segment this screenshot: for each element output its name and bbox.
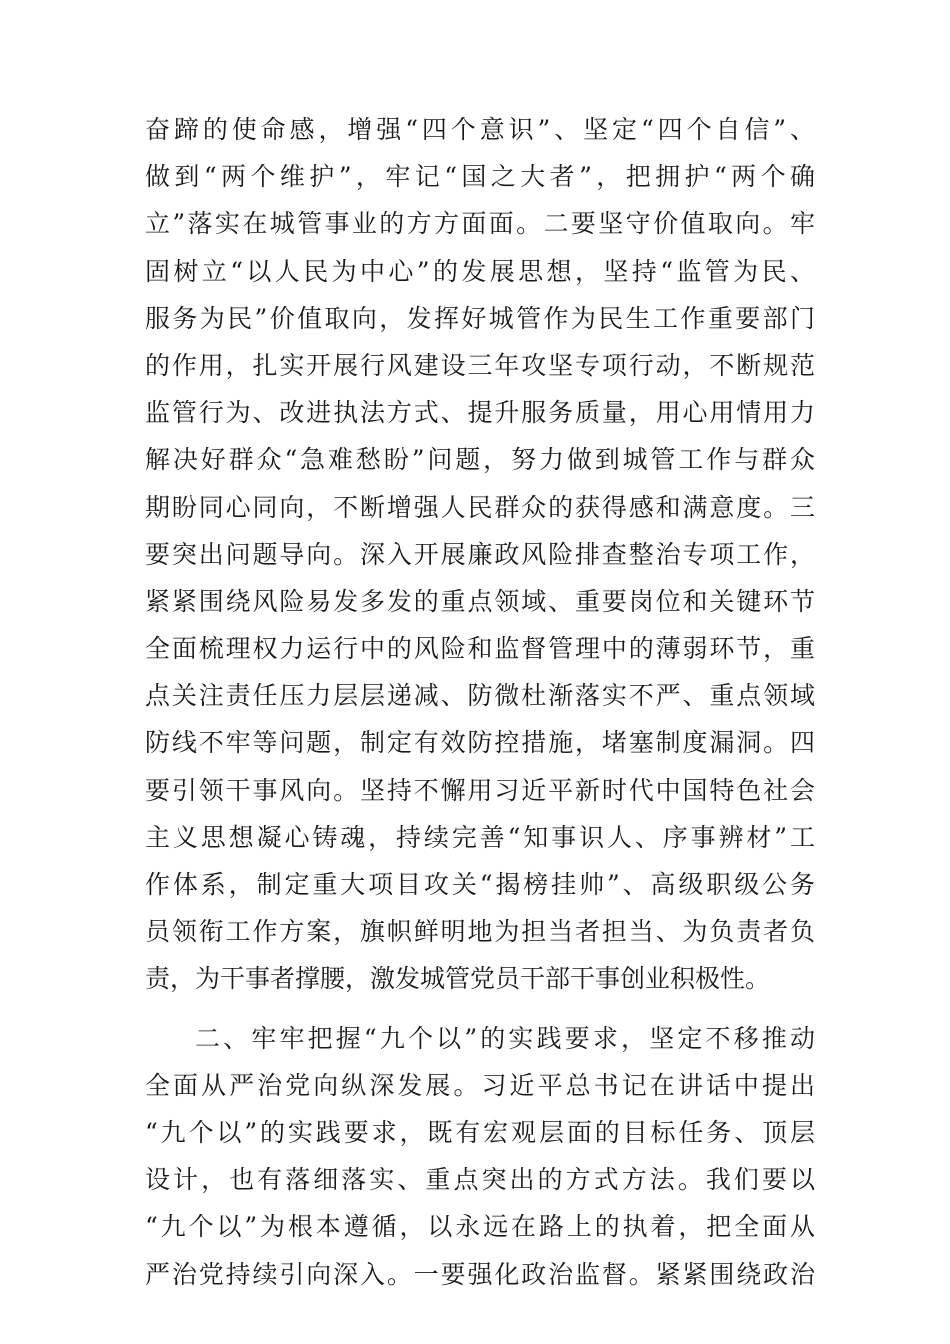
- text-line: 服务为民”价值取向，发挥好城管作为民生工作重要部门: [145, 303, 815, 333]
- text-line: 监管行为、改进执法方式、提升服务质量，用心用情用力: [145, 398, 815, 428]
- text-line: 严治党持续引向深入。一要强化政治监督。紧紧围绕政治: [145, 1259, 815, 1289]
- text-line: 固树立“以人民为中心”的发展思想，坚持“监管为民、: [145, 256, 815, 286]
- text-line: 奋蹄的使命感，增强“四个意识”、坚定“四个自信”、: [145, 115, 815, 144]
- text-line: 立”落实在城管事业的方方面面。二要坚守价值取向。牢: [145, 209, 815, 239]
- text-line: 做到“两个维护”，牢记“国之大者”，把拥护“两个确: [145, 162, 815, 192]
- text-line: 设计，也有落细落实、重点突出的方式方法。我们要以: [145, 1165, 815, 1195]
- text-line: “九个以”为根本遵循，以永远在路上的执着，把全面从: [145, 1212, 815, 1242]
- text-line: 点关注责任压力层层递减、防微杜渐落实不严、重点领域: [145, 681, 815, 711]
- text-line: 全面梳理权力运行中的风险和监督管理中的薄弱环节，重: [145, 634, 815, 664]
- paragraph-1: [145, 106, 815, 1003]
- text-line: 期盼同心同向，不断增强人民群众的获得感和满意度。三: [145, 492, 815, 522]
- text-line: “九个以”的实践要求，既有宏观层面的目标任务、顶层: [145, 1117, 815, 1147]
- paragraph-2: [145, 1015, 815, 1298]
- text-line: 主义思想凝心铸魂，持续完善“知事识人、序事辨材”工: [145, 822, 815, 852]
- text-line: 紧紧围绕风险易发多发的重点领域、重要岗位和关键环节: [145, 586, 815, 616]
- text-line: 作体系，制定重大项目攻关“揭榜挂帅”、高级职级公务: [145, 870, 815, 899]
- document-body: [145, 106, 815, 1298]
- text-line: 责，为干事者撑腰，激发城管党员干部干事创业积极性。: [145, 964, 771, 994]
- paragraph-spacer: [145, 1003, 815, 1015]
- text-line: 员领衔工作方案，旗帜鲜明地为担当者担当、为负责者负: [145, 917, 815, 947]
- text-line: 防线不牢等问题，制定有效防控措施，堵塞制度漏洞。四: [145, 728, 815, 758]
- text-line: 要突出问题导向。深入开展廉政风险排查整治专项工作，: [145, 539, 815, 569]
- text-line: 解决好群众“急难愁盼”问题，努力做到城管工作与群众: [145, 445, 815, 475]
- text-line: 全面从严治党向纵深发展。习近平总书记在讲话中提出: [145, 1070, 815, 1100]
- text-line: 的作用，扎实开展行风建设三年攻坚专项行动，不断规范: [145, 350, 815, 380]
- text-line: 二、牢牢把握“九个以”的实践要求，坚定不移推动: [195, 1023, 815, 1053]
- text-line: 要引领干事风向。坚持不懈用习近平新时代中国特色社会: [145, 775, 815, 805]
